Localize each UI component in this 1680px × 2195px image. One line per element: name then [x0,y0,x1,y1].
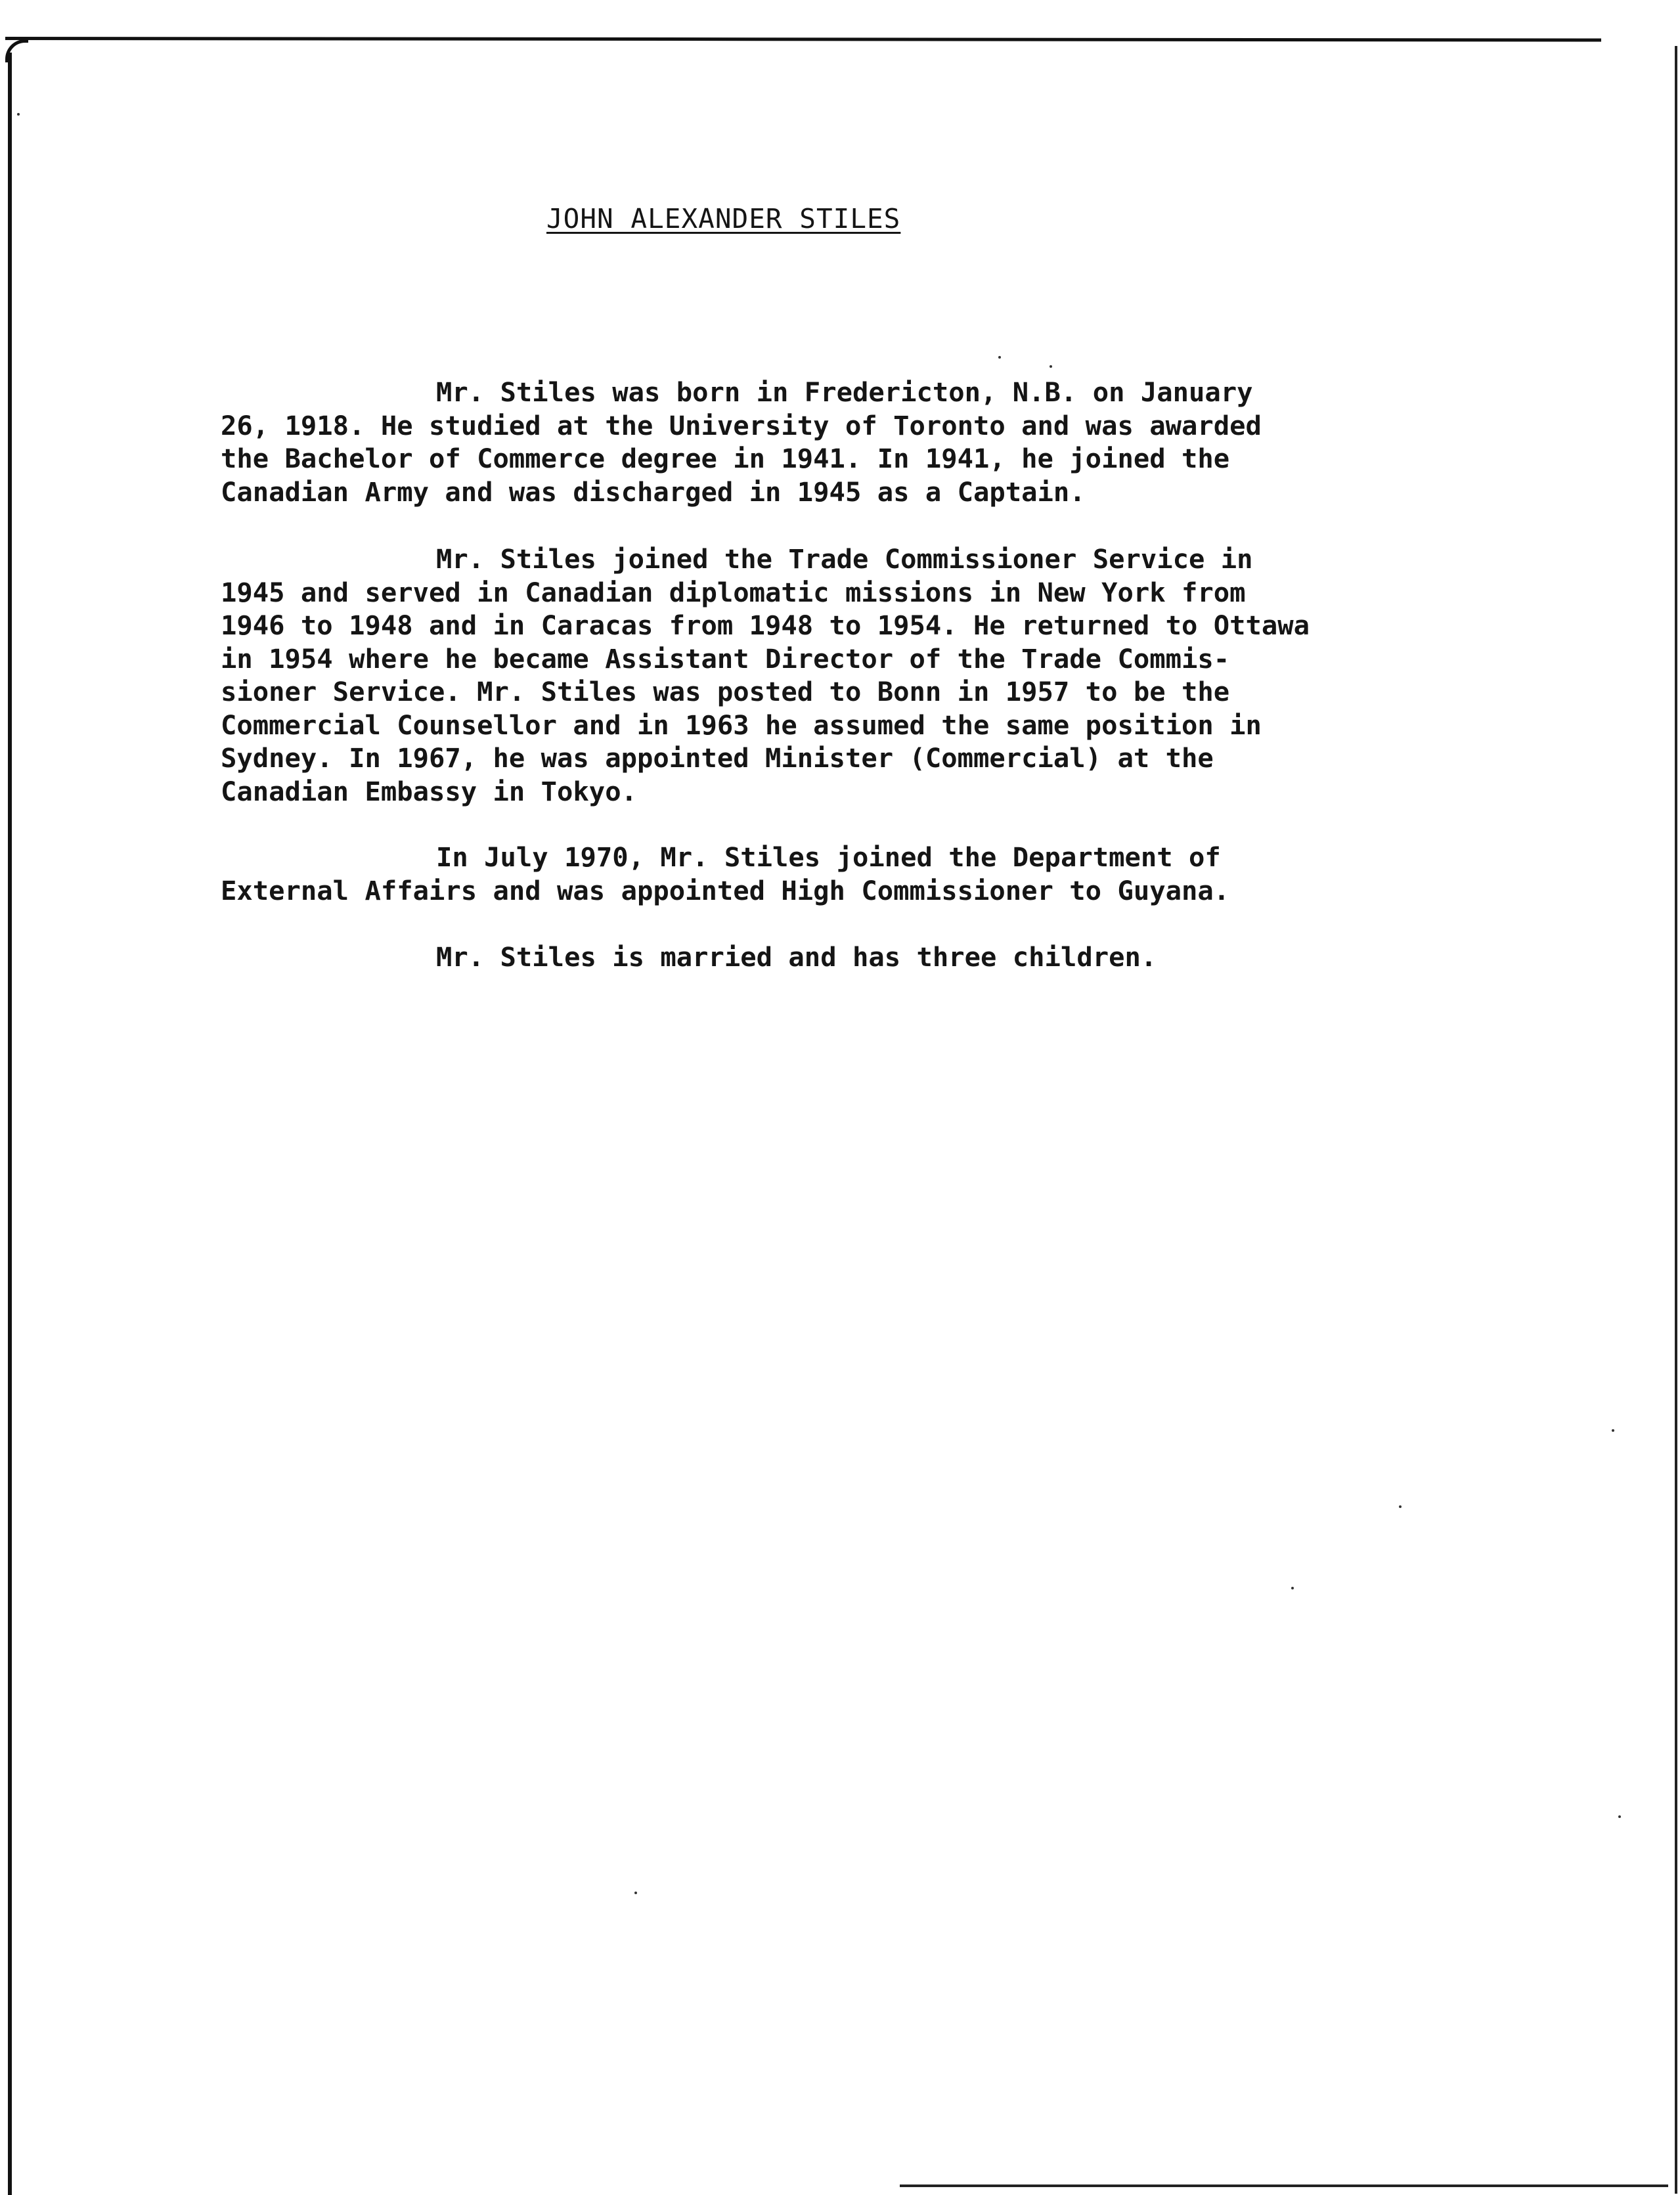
text-line: External Affairs and was appointed High Commissioner to Guyana. [221,874,1230,906]
text-line: 1945 and served in Canadian diplomatic missions in New York from [221,576,1246,608]
text-line: Mr. Stiles is married and has three children. [436,941,1157,973]
text-line: 1946 to 1948 and in Caracas from 1948 to 1954. He returned to Ottawa [221,610,1310,641]
scan-speck [1050,365,1052,368]
paragraph-trade-service [221,543,1310,808]
text-line: the Bachelor of Commerce degree in 1941. In 1941, he joined the [221,443,1230,474]
text-line: Canadian Army and was discharged in 1945 as a Captain. [221,476,1086,508]
text-line: Canadian Embassy in Tokyo. [221,775,637,807]
paragraph-external-affairs [221,841,1229,907]
document-title: JOHN ALEXANDER STILES [546,203,901,234]
paragraph-family [221,941,1157,974]
paragraph-birth-education [221,376,1262,508]
scan-speck [17,113,20,116]
scan-speck [634,1892,637,1894]
text-line: Mr. Stiles was born in Fredericton, N.B. on January [436,376,1253,408]
text-line: sioner Service. Mr. Stiles was posted to Bonn in 1957 to be the [221,676,1230,707]
scan-speck [1612,1429,1614,1432]
page-left-edge [8,53,12,2195]
text-line: Sydney. In 1967, he was appointed Minister (Commercial) at the [221,742,1214,774]
page-bottom-edge [900,2184,1668,2187]
text-line: 26, 1918. He studied at the University of Toronto and was awarded [221,409,1262,441]
scan-speck [1399,1505,1402,1508]
text-line: Commercial Counsellor and in 1963 he assumed the same position in [221,709,1262,741]
scan-speck [998,356,1001,359]
scan-speck [1618,1815,1621,1818]
page-top-edge [5,37,1601,42]
text-line: Mr. Stiles joined the Trade Commissioner Service in [436,543,1253,575]
text-line: in 1954 where he became Assistant Director of the Trade Commis- [221,642,1230,675]
text-line: In July 1970, Mr. Stiles joined the Department of [436,841,1221,873]
scan-speck [1291,1587,1294,1589]
page-right-edge [1675,46,1677,2194]
